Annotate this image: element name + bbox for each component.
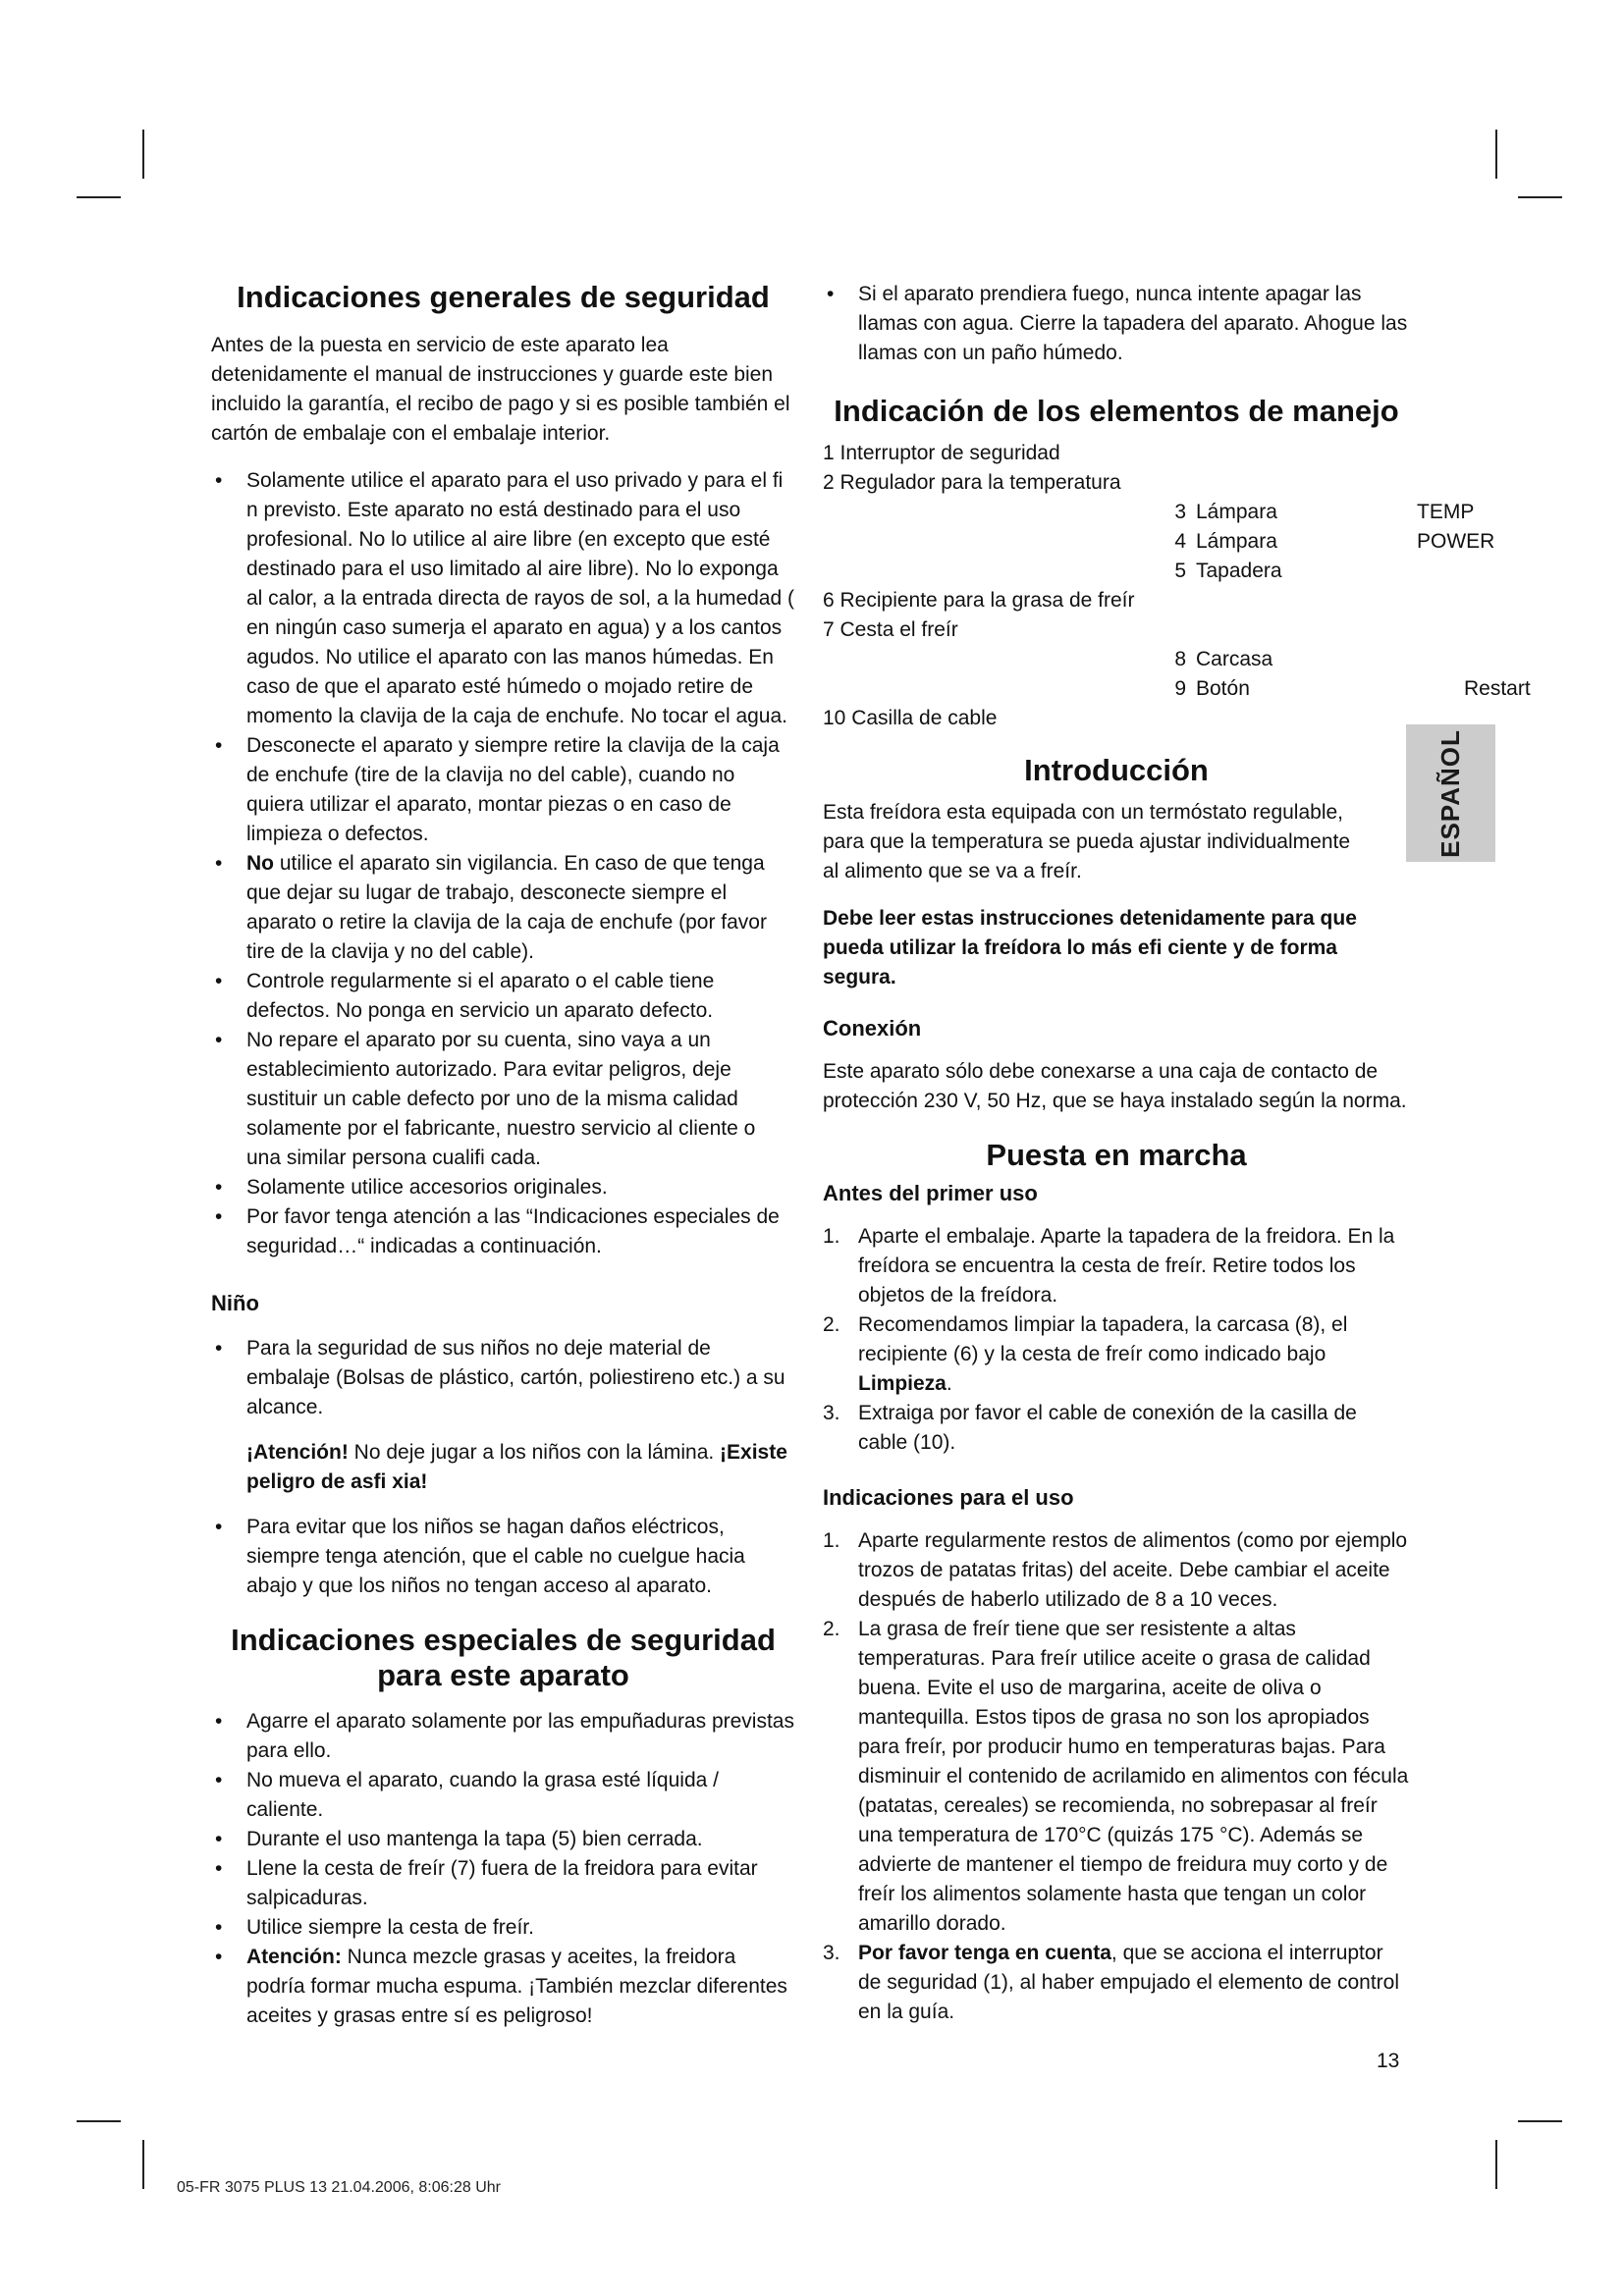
list-item-text: , que se acciona el interruptor de seguridad (1), al haber empujado el elemento de control en la guía. xyxy=(858,1942,1400,2023)
list-item: • Llene la cesta de freír (7) fuera de la freidora para evitar salpicaduras. xyxy=(211,1854,795,1913)
list-item xyxy=(211,1943,795,2031)
attention-warning: ¡Existe peligro de asfi xia! xyxy=(246,1441,787,1493)
control-spacer xyxy=(1417,557,1530,586)
list-item xyxy=(823,1310,1410,1399)
intro-text: Esta freídora esta equipada con un termóstato regulable, para que la temperatura se pueda ajustar individualmente al alimento que se va a freír. xyxy=(823,801,1351,882)
first-use-title: Antes del primer uso xyxy=(823,1181,1038,1205)
control-spacer xyxy=(1417,645,1530,674)
crop-mark-bottom-right-h xyxy=(1518,2120,1562,2122)
print-footer: 05-FR 3075 PLUS 13 21.04.2006, 8:06:28 Uhr xyxy=(177,2179,501,2196)
crop-mark-bottom-right-v xyxy=(1495,2140,1497,2189)
child-attention-note xyxy=(211,1438,795,1497)
list-item: • Si el aparato prendiera fuego, nunca intente apagar las llamas con agua. Cierre la tapadera del aparato. Ahogue las llamas con un paño húmedo. xyxy=(823,280,1410,368)
list-item xyxy=(823,1939,1410,2027)
list-item-end: . xyxy=(946,1372,952,1395)
intro-title: Introducción xyxy=(1024,753,1209,787)
control-spacer xyxy=(823,498,1004,527)
control-item: 1 Interruptor de seguridad xyxy=(823,442,1060,464)
list-item-text: Extraiga por favor el cable de conexión de la casilla de cable (10). xyxy=(858,1402,1357,1454)
list-item: • Utilice siempre la cesta de freír. xyxy=(211,1913,795,1943)
control-item: 10 Casilla de cable xyxy=(823,707,998,729)
list-item: • Solamente utilice accesorios originales. xyxy=(211,1173,795,1202)
child-section-title: Niño xyxy=(211,1291,259,1315)
control-number: 5 xyxy=(1174,560,1186,582)
control-name: Lámpara xyxy=(1196,530,1277,553)
control-spacer xyxy=(823,674,1004,704)
control-tag: POWER xyxy=(1417,530,1495,553)
list-item: • No repare el aparato por su cuenta, sino vaya a un establecimiento autorizado. Para evitar peligros, deje sustituir un cable defecto por uno de la misma calidad solamente por el fabricante, nuestro servicio al cliente o una similar persona cualifi cada. xyxy=(211,1026,795,1173)
list-item: • Agarre el aparato solamente por las empuñaduras previstas para ello. xyxy=(211,1707,795,1766)
first-use-list xyxy=(823,1222,1410,1458)
list-item: • Solamente utilice el aparato para el uso privado y para el fi n previsto. Este aparato no está destinado para el uso profesional. No lo utilice al aire libre (en excepto que esté destinado para el uso limitado al aire libre). No lo exponga al calor, a la entrada directa de rayos de sol, a la humedad ( en ningún caso sumerja el aparato en agua) y a los cantos agudos. No utilice el aparato con las manos húmedas. En caso de que el aparato esté húmedo o mojado retire de momento la clavija de la caja de enchufe. No tocar el agua. xyxy=(211,466,795,731)
control-spacer xyxy=(823,527,1004,557)
list-item-text: Nunca mezcle grasas y aceites, la freidora podría formar mucha espuma. ¡También mezclar diferentes aceites y grasas entre sí es peligroso! xyxy=(246,1946,787,2027)
general-safety-list xyxy=(211,466,795,1261)
intro-bold-note: Debe leer estas instrucciones detenidamente para que pueda utilizar la freídora lo más efi ciente y de forma segura. xyxy=(823,907,1357,988)
language-tab-label: ESPAÑOL xyxy=(1435,728,1466,858)
crop-mark-top-right-v xyxy=(1495,130,1497,179)
attention-label: ¡Atención! xyxy=(246,1441,349,1464)
list-item-text: La grasa de freír tiene que ser resistente a altas temperaturas. Para freír utilice aceite o grasa de calidad buena. Evite el uso de margarina, aceite de oliva o mantequilla. Estos tipos de grasa no son los apropiados para freír, por producir humo en temperaturas bajas. Para disminuir el contenido de acrilamido en alimentos con fécula (patatas, cereales) se recomienda, no sobrepasar al freír una temperatura de 170°C (quizás 175 °C). Además se advierte de mantener el tiempo de freidura muy corto y de freír los alimentos solamente hasta que tengan un color amarillo dorado. xyxy=(858,1618,1409,1935)
connection-text: Este aparato sólo debe conexarse a una caja de contacto de protección 230 V, 50 Hz, que se haya instalado según la norma. xyxy=(823,1060,1407,1112)
list-item-text: utilice el aparato sin vigilancia. En caso de que tenga que dejar su lugar de trabajo, desconecte siempre el aparato o retire la clavija de la caja de enchufe (por favor tire de la clavija y no del cable). xyxy=(246,852,767,963)
list-item xyxy=(823,1399,1410,1458)
list-number: 1. xyxy=(823,1225,840,1248)
left-column xyxy=(211,280,795,2031)
crop-mark-bottom-left-h xyxy=(77,2120,121,2122)
control-item: 2 Regulador para la temperatura xyxy=(823,471,1121,494)
control-number: 4 xyxy=(1174,530,1186,553)
emphasis-no: No xyxy=(246,852,274,875)
child-safety-list-2 xyxy=(211,1513,795,1601)
list-item-text: Recomendamos limpiar la tapadera, la carcasa (8), el recipiente (6) y la cesta de freír como indicado bajo xyxy=(858,1313,1348,1365)
list-number: 2. xyxy=(823,1618,840,1640)
list-item xyxy=(823,1222,1410,1310)
list-number: 2. xyxy=(823,1313,840,1336)
control-tag: Restart xyxy=(1464,677,1531,700)
control-name: Lámpara xyxy=(1196,501,1277,523)
crop-mark-top-left-v xyxy=(142,130,144,179)
list-item xyxy=(211,849,795,967)
connection-title: Conexión xyxy=(823,1016,922,1041)
control-number: 9 xyxy=(1174,677,1186,700)
list-item xyxy=(823,1615,1410,1939)
cleaning-reference: Limpieza xyxy=(858,1372,947,1395)
control-spacer xyxy=(823,557,1004,586)
attention-text: No deje jugar a los niños con la lámina. xyxy=(348,1441,721,1464)
special-safety-title-line1: Indicaciones especiales de seguridad xyxy=(231,1623,776,1657)
control-tag: TEMP xyxy=(1417,501,1475,523)
fire-safety-list xyxy=(823,280,1410,368)
control-spacer xyxy=(823,645,1004,674)
list-item-text: Aparte regularmente restos de alimentos (como por ejemplo trozos de patatas fritas) del aceite. Debe cambiar el aceite después de haberlo utilizado de 8 a 10 veces. xyxy=(858,1529,1408,1611)
control-name: Botón xyxy=(1196,677,1250,700)
general-safety-title: Indicaciones generales de seguridad xyxy=(237,280,770,314)
control-name: Tapadera xyxy=(1196,560,1282,582)
control-item: 6 Recipiente para la grasa de freír xyxy=(823,589,1135,612)
control-item: 7 Cesta el freír xyxy=(823,618,958,641)
list-number: 3. xyxy=(823,1402,840,1424)
general-safety-intro: Antes de la puesta en servicio de este aparato lea detenidamente el manual de instrucciones y guarde este bien incluido la garantía, el recibo de pago y si es posible también el cartón de embalaje con el embalaje interior. xyxy=(211,334,790,445)
list-item: • Durante el uso mantenga la tapa (5) bien cerrada. xyxy=(211,1825,795,1854)
list-item: • Para la seguridad de sus niños no deje material de embalaje (Bolsas de plástico, cartón, poliestireno etc.) a su alcance. xyxy=(211,1334,795,1422)
usage-list xyxy=(823,1526,1410,2027)
list-number: 1. xyxy=(823,1529,840,1552)
crop-mark-top-left-h xyxy=(77,196,121,198)
usage-note-label: Por favor tenga en cuenta xyxy=(858,1942,1111,1964)
page-number: 13 xyxy=(1377,2050,1400,2072)
controls-list xyxy=(823,439,1531,733)
special-safety-title-line2: para este aparato xyxy=(377,1658,629,1692)
list-item: • Por favor tenga atención a las “Indicaciones especiales de seguridad…“ indicadas a continuación. xyxy=(211,1202,795,1261)
list-item: • Para evitar que los niños se hagan daños eléctricos, siempre tenga atención, que el cable no cuelgue hacia abajo y que los niños no tengan acceso al aparato. xyxy=(211,1513,795,1601)
list-item: • No mueva el aparato, cuando la grasa esté líquida / caliente. xyxy=(211,1766,795,1825)
attention-label: Atención: xyxy=(246,1946,342,1968)
list-item xyxy=(823,1526,1410,1615)
list-item-text: Aparte el embalaje. Aparte la tapadera de la freidora. En la freídora se encuentra la cesta de freír. Retire todos los objetos de la freídora. xyxy=(858,1225,1395,1307)
crop-mark-top-right-h xyxy=(1518,196,1562,198)
crop-mark-bottom-left-v xyxy=(142,2140,144,2189)
special-safety-title xyxy=(211,1623,795,1693)
list-item: • Controle regularmente si el aparato o el cable tiene defectos. No ponga en servicio un aparato defecto. xyxy=(211,967,795,1026)
special-safety-list xyxy=(211,1707,795,2031)
control-number: 3 xyxy=(1174,501,1186,523)
startup-title: Puesta en marcha xyxy=(986,1138,1247,1172)
language-tab xyxy=(1406,724,1495,862)
control-number: 8 xyxy=(1174,648,1186,670)
usage-title: Indicaciones para el uso xyxy=(823,1485,1074,1510)
child-safety-list xyxy=(211,1334,795,1422)
controls-title: Indicación de los elementos de manejo xyxy=(834,394,1399,428)
control-name: Carcasa xyxy=(1196,648,1273,670)
list-item: • Desconecte el aparato y siempre retire la clavija de la caja de enchufe (tire de la clavija no del cable), cuando no quiera utilizar el aparato, montar piezas o en caso de limpieza o defectos. xyxy=(211,731,795,849)
list-number: 3. xyxy=(823,1942,840,1964)
